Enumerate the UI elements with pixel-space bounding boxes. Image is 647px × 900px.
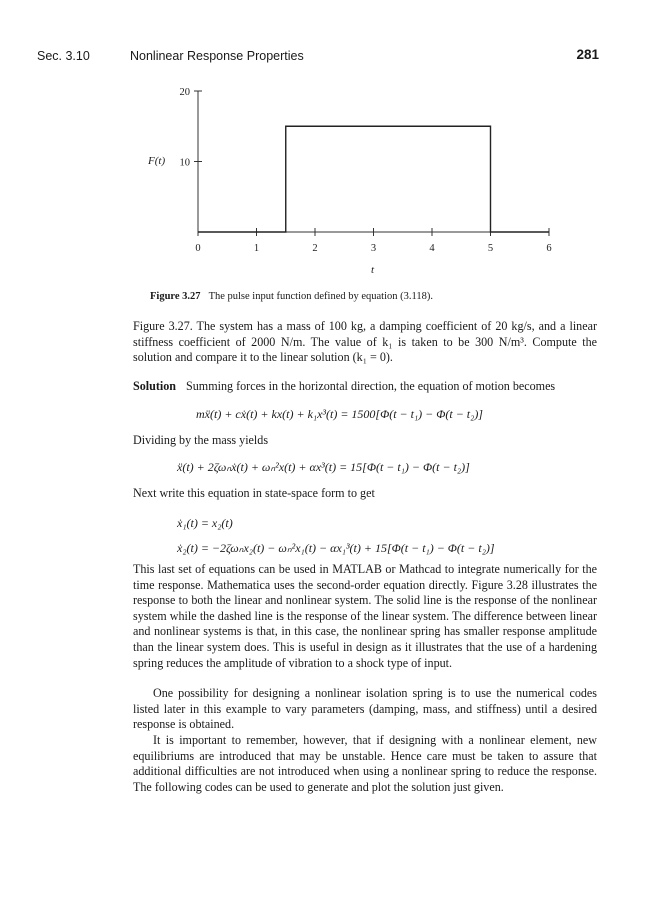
paragraph-state-space: Next write this equation in state-space form to get [133, 486, 375, 500]
equation-state-2: ẋ₂(t) = −2ζωₙx₂(t) − ωₙ²x₁(t) − αx₁³(t) + 15[Φ(t − t₁) − Φ(t − t₂)] [177, 541, 495, 555]
x-tick-label-3: 3 [370, 243, 377, 254]
solution-label: Solution [133, 379, 177, 393]
x-tick-label-0: 0 [195, 243, 201, 254]
section-label: Sec. 3.10 [37, 49, 90, 63]
paragraph-dividing: Dividing by the mass yields [133, 433, 269, 447]
equation-motion: mẍ(t) + cẋ(t) + kx(t) + k₁x³(t) = 1500[Φ(t − t₁) − Φ(t − t₂)] [196, 407, 483, 421]
series-line-0 [198, 126, 549, 232]
x-tick-label-4: 4 [429, 243, 435, 254]
y-axis-label: F(t) [148, 155, 166, 167]
paragraph-intro: Figure 3.27. The system has a mass of 100 kg, a damping coefficient of 20 kg/s, and a linear stiffness coefficient of 2000 N/m. The value of k₁ is taken to be 300 N/m³. Compute the solution and compare it to the linear solution (k₁ = 0). [133, 319, 597, 365]
x-axis-label: t [371, 264, 375, 276]
x-tick-label-2: 2 [312, 243, 318, 254]
y-tick-label-20: 20 [179, 87, 190, 98]
figure-caption [150, 291, 433, 302]
equation-normalized: ẍ(t) + 2ζωₙẋ(t) + ωₙ²x(t) + αx³(t) = 15[Φ(t − t₁) − Φ(t − t₂)] [177, 460, 470, 474]
page-number: 281 [576, 47, 599, 62]
paragraph-discussion: This last set of equations can be used in MATLAB or Mathcad to integrate numerically for the time response. Mathematica uses the second-order equation directly. Figure 3.28 illustrates the response to both the linear and nonlinear system. The solid line is the response of the nonlinear system while the dashed line is the response of the linear system. The difference between linear and nonlinear systems is that, in this case, the nonlinear spring has smaller response amplitude than the linear system does. This is useful in design as it illustrates that the use of a hardening spring reduces the amplitude of vibration to a shock type of input. [133, 562, 597, 670]
x-tick-label-1: 1 [253, 243, 260, 254]
figure-caption-text: The pulse input function defined by equation (3.118). [208, 291, 433, 302]
pulse-input-chart [130, 78, 570, 278]
section-title: Nonlinear Response Properties [130, 49, 304, 63]
solution-paragraph [133, 379, 597, 395]
solution-text: Summing forces in the horizontal direction, the equation of motion becomes [186, 379, 556, 393]
x-tick-label-6: 6 [546, 243, 552, 254]
running-header [0, 0, 647, 70]
paragraph-design: One possibility for designing a nonlinear isolation spring is to use the numerical codes listed later in this example to vary parameters (damping, mass, and stiffness) until a desired response is obtained. [133, 686, 597, 732]
figure-label: Figure 3.27 [150, 291, 201, 302]
x-tick-label-5: 5 [487, 243, 494, 254]
y-tick-label-10: 10 [179, 157, 190, 169]
paragraph-caution: It is important to remember, however, that if designing with a nonlinear element, new equilibriums are introduced that may be unstable. Hence care must be taken to assure that additional difficulties are not introduced when using a nonlinear spring to reduce the response. The following codes can be used to generate and plot the solution just given. [133, 733, 597, 794]
equation-state-1: ẋ₁(t) = x₂(t) [177, 516, 233, 530]
